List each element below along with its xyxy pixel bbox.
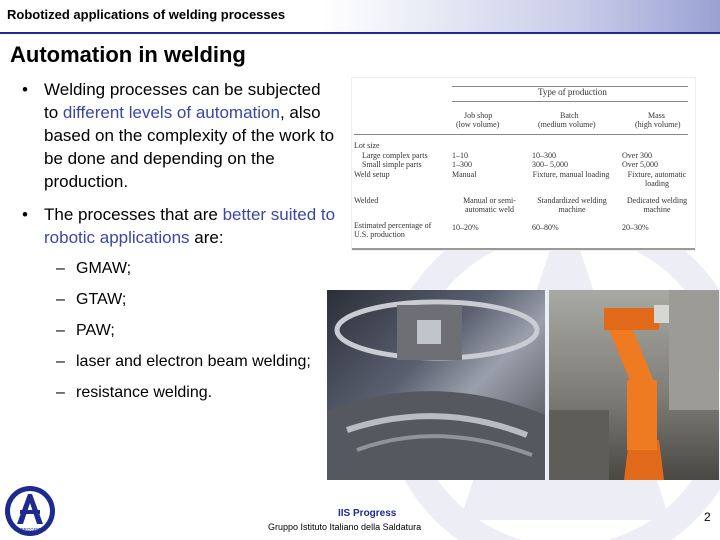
row-label: Lot size bbox=[354, 141, 380, 150]
sub-item-text: GMAW; bbox=[76, 260, 132, 277]
row-label: Welded bbox=[354, 196, 379, 205]
table-cell: 10–20% bbox=[452, 223, 479, 232]
column-title: Job shop bbox=[464, 111, 493, 120]
column-title: Mass bbox=[648, 111, 665, 120]
header-rule bbox=[0, 32, 720, 34]
sub-item-text: laser and electron beam welding; bbox=[76, 353, 311, 370]
table-cell: Manual bbox=[452, 170, 477, 179]
table-cell: Fixture, manual loading bbox=[532, 170, 610, 179]
row-label: Estimated percentage of U.S. production bbox=[354, 221, 432, 239]
bullet-item bbox=[18, 78, 338, 193]
bullet-text: , also based on the complexity of the work to be done and depending on the production. bbox=[44, 103, 335, 191]
table-cell: Over 300 bbox=[622, 151, 652, 160]
column-subtitle: (low volume) bbox=[456, 120, 500, 129]
bullet-icon: • bbox=[22, 80, 28, 99]
bullet-highlight: different levels of automation bbox=[62, 103, 280, 122]
table-rule bbox=[354, 134, 688, 135]
welding-torch-illustration-icon bbox=[327, 290, 545, 480]
table-cell: 20–30% bbox=[622, 223, 649, 232]
table-cell: 300– 5,000 bbox=[532, 160, 568, 169]
row-label: Large complex parts bbox=[362, 151, 428, 160]
footer-subtitle: Gruppo Istituto Italiano della Saldatura bbox=[268, 522, 422, 532]
table-cell: 1–300 bbox=[452, 160, 472, 169]
sub-item bbox=[18, 259, 338, 279]
dash-icon: – bbox=[56, 260, 65, 277]
robot-arm-illustration-icon bbox=[549, 290, 719, 480]
bullet-text: are: bbox=[189, 228, 224, 247]
table-cell: Over 5,000 bbox=[622, 160, 658, 169]
slide-title: Automation in welding bbox=[10, 42, 246, 67]
table-cell: Standardized welding machine bbox=[537, 196, 607, 214]
header-title: Robotized applications of welding processes bbox=[7, 7, 286, 22]
sub-item bbox=[18, 321, 338, 341]
content-body bbox=[18, 78, 338, 414]
column-subtitle: (high volume) bbox=[635, 120, 681, 129]
dash-icon: – bbox=[56, 353, 65, 370]
table-cell: Manual or semi-automatic weld bbox=[463, 196, 516, 214]
production-table bbox=[352, 78, 695, 250]
sub-item bbox=[18, 383, 338, 403]
bullet-icon: • bbox=[22, 205, 28, 224]
footer-org: IIS Progress bbox=[338, 508, 397, 519]
table-cell: Dedicated welding machine bbox=[626, 196, 688, 214]
iis-progress-logo-icon bbox=[3, 484, 57, 538]
sub-item bbox=[18, 290, 338, 310]
table-cell: Fixture, automatic loading bbox=[627, 170, 687, 188]
sub-item bbox=[18, 352, 338, 372]
welding-torch-photo bbox=[327, 290, 545, 480]
dash-icon: – bbox=[56, 322, 65, 339]
row-label: Small simple parts bbox=[362, 160, 422, 169]
dash-icon: – bbox=[56, 291, 65, 308]
table-cell: 10–300 bbox=[532, 151, 556, 160]
dash-icon: – bbox=[56, 384, 65, 401]
sub-item-text: GTAW; bbox=[76, 291, 127, 308]
table-cell: 1–10 bbox=[452, 151, 468, 160]
bullet-text: Welding processes can be subjected to bbox=[44, 80, 321, 122]
table-rule bbox=[452, 101, 688, 102]
table-cell: 60–80% bbox=[532, 223, 559, 232]
table-caption: Type of production bbox=[538, 87, 607, 97]
logo-text: IIS PROGRESS bbox=[13, 527, 47, 532]
bullet-item bbox=[18, 203, 338, 249]
sub-item-text: resistance welding. bbox=[76, 384, 213, 401]
column-subtitle: (medium volume) bbox=[538, 120, 596, 129]
row-label: Weld setup bbox=[354, 170, 390, 179]
bullet-text: The processes that are bbox=[44, 205, 223, 224]
robot-arm-photo bbox=[549, 290, 719, 480]
sub-item-text: PAW; bbox=[76, 322, 115, 339]
page-number: 2 bbox=[704, 510, 711, 524]
column-title: Batch bbox=[560, 111, 579, 120]
bullet-highlight: better suited to robotic applications bbox=[44, 205, 336, 247]
